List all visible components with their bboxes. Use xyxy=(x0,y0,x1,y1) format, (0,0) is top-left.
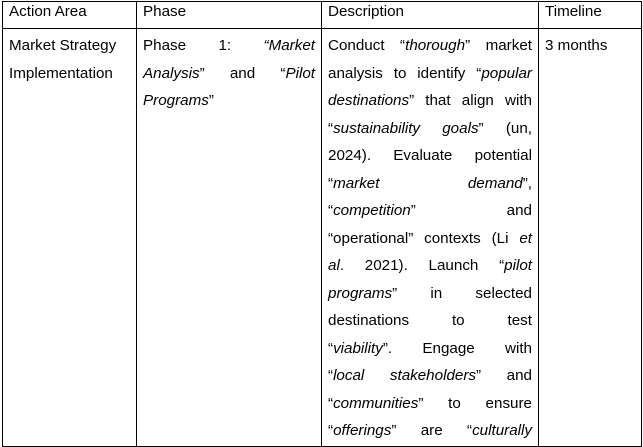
description-line: programs” in selected xyxy=(328,284,532,302)
description-line: analysis to identify “popular xyxy=(328,64,532,82)
header-action-area: Action Area xyxy=(3,2,137,29)
description-line: 2024). Evaluate potential xyxy=(328,147,532,164)
description-line: “operational” contexts (Li et xyxy=(328,229,532,247)
description-line: destinations” that align with xyxy=(328,92,532,109)
phase-cell xyxy=(137,29,322,447)
description-line: al. 2021). Launch “pilot xyxy=(328,257,532,274)
header-row xyxy=(3,2,642,29)
description-line: “market demand”, xyxy=(328,174,532,192)
timeline-cell xyxy=(539,29,642,447)
header-timeline: Timeline xyxy=(539,2,642,29)
description-line: “communities” to ensure xyxy=(328,394,532,412)
phase-line: Phase 1: “Market xyxy=(143,37,315,54)
description-line: Conduct “thorough” market xyxy=(328,37,532,54)
description-line: “viability”. Engage with xyxy=(328,339,532,357)
action-area-line: Implementation xyxy=(9,64,113,82)
action-area-cell xyxy=(3,29,137,447)
description-line: “competition” and xyxy=(328,202,532,219)
table-row xyxy=(3,29,642,447)
description-line: “sustainability goals” (un, xyxy=(328,119,532,137)
phase-line: Analysis” and “Pilot xyxy=(143,64,315,82)
header-description: Description xyxy=(322,2,539,29)
description-line: “local stakeholders” and xyxy=(328,367,532,384)
action-area-line: Market Strategy xyxy=(9,37,117,54)
timeline-value: 3 months xyxy=(545,37,608,54)
description-cell xyxy=(322,29,539,447)
description-line: destinations to test xyxy=(328,312,532,329)
header-phase: Phase xyxy=(137,2,322,29)
phase-line: Programs” xyxy=(143,92,214,109)
action-plan-table xyxy=(2,1,642,447)
description-line: “offerings” are “culturally xyxy=(328,422,532,439)
